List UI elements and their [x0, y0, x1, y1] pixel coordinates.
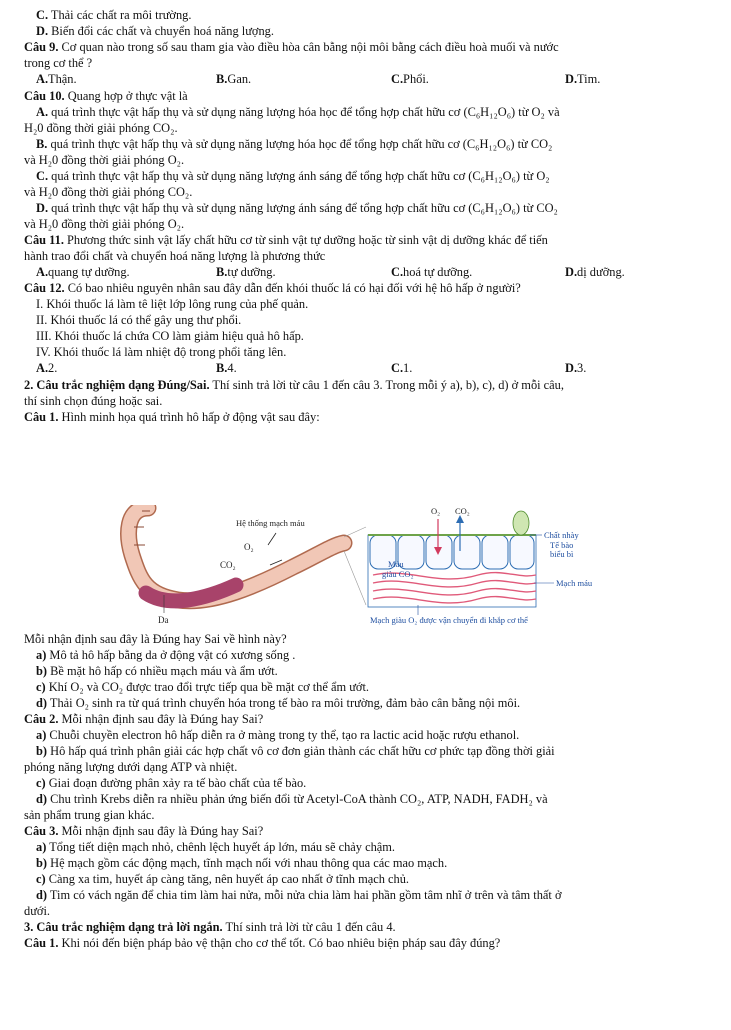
tf1-a: a) Mô tả hô hấp bằng da ở động vật có xương sống .: [36, 648, 296, 662]
q12-statement-1: I. Khói thuốc lá làm tê liệt lớp lông rung của phế quản.: [36, 297, 309, 311]
zoom-line: [344, 551, 366, 605]
label-giau-co2: giàu CO₂: [382, 569, 414, 579]
arrow-co2-up-head: [456, 515, 464, 523]
q12-statement-2: II. Khói thuốc lá có thể gây ung thư phổi.: [36, 313, 242, 327]
question-11-cont: hành trao đổi chất và chuyển hoá năng lượng là phương thức: [24, 249, 326, 263]
question-9: Câu 9. Cơ quan nào trong số sau tham gia vào điều hòa cân bằng nội môi bằng cách điều hoà muối và nước: [24, 40, 559, 54]
tf2-c: c) Giai đoạn đường phân xảy ra tế bào chất của tế bào.: [36, 776, 307, 790]
epidermal-cell: [510, 535, 534, 569]
tf3-d: d) Tim có vách ngăn để chia tim làm hai nửa, mỗi nửa chia làm hai phần gồm tâm nhĩ ở trên và tâm thất ở: [36, 888, 562, 902]
label-o2-top: O₂: [431, 506, 441, 516]
q10-option-a-cont: H₂0 đồng thời giải phóng CO₂.: [24, 121, 178, 135]
tf3-b: b) Hệ mạch gồm các động mạch, tĩnh mạch nối với nhau thông qua các mao mạch.: [36, 856, 448, 870]
q8-option-d: D. Biến đổi các chất và chuyển hoá năng lượng.: [36, 24, 274, 38]
tf2-b-cont: phóng năng lượng dưới dạng ATP và nhiệt.: [24, 760, 238, 774]
question-10: Câu 10. Quang hợp ở thực vật là: [24, 89, 188, 103]
section-3-heading: 3. Câu trắc nghiệm dạng trả lời ngắn. Thí sinh trả lời từ câu 1 đến câu 4.: [24, 920, 396, 934]
q10-option-b: B. quá trình thực vật hấp thụ và sử dụng năng lượng hóa học để tổng hợp chất hữu cơ (C₆H₁₂O₆) từ CO₂: [36, 137, 553, 151]
question-12-options: A. 2. B. 4. C. 1. D. 3.: [36, 361, 587, 375]
q10-option-d: D. quá trình thực vật hấp thụ và sử dụng năng lượng ánh sáng để tổng hợp chất hữu cơ (C₆H₁₂O₆) từ CO₂: [36, 201, 558, 215]
tf-question-2: Câu 2. Mỗi nhận định sau đây là Đúng hay Sai?: [24, 712, 264, 726]
section-2-heading: 2. Câu trắc nghiệm dạng Đúng/Sai. Thí sinh trả lời từ câu 1 đến câu 3. Trong mỗi ý a), b), c), d) ở mỗi câu,: [24, 378, 564, 392]
tf-question-1: Câu 1. Hình minh họa quá trình hô hấp ở động vật sau đây:: [24, 410, 320, 424]
label-co2-top: CO₂: [455, 506, 470, 516]
tf2-a: a) Chuỗi chuyền electron hô hấp diễn ra ở màng trong ty thể, tạo ra lactic acid hoặc rượu ethanol.: [36, 728, 520, 742]
tf1-c: c) Khí O₂ và CO₂ được trao đổi trực tiếp qua bề mặt cơ thể ẩm ướt.: [36, 680, 370, 694]
label-da: Da: [158, 615, 169, 625]
q8-option-c: C. Thải các chất ra môi trường.: [36, 8, 192, 22]
tf3-c: c) Càng xa tim, huyết áp càng tăng, nên huyết áp cao nhất ở tĩnh mạch chủ.: [36, 872, 410, 886]
q10-option-d-cont: và H₂0 đồng thời giải phóng O₂.: [24, 217, 185, 231]
q12-statement-3: III. Khói thuốc lá chứa CO làm giảm hiệu quả hô hấp.: [36, 329, 304, 343]
label-mach-mau: Mạch máu: [556, 578, 593, 588]
question-9-options: A. Thận. B. Gan. C. Phổi. D. Tim.: [36, 72, 601, 86]
question-11: Câu 11. Phương thức sinh vật lấy chất hữu cơ từ sinh vật tự dưỡng hoặc từ sinh vật dị dưỡng khác để tiến: [24, 233, 548, 247]
label-bieu-bi: biểu bì: [550, 549, 574, 559]
label-te-bao: Tế bào: [550, 540, 574, 550]
label-he-thong-mach-mau: Hệ thống mạch máu: [236, 518, 305, 528]
q10-option-b-cont: và H₂0 đồng thời giải phóng O₂.: [24, 153, 185, 167]
tf2-d-cont: sản phẩm trung gian khác.: [24, 808, 155, 822]
short-answer-question-1: Câu 1. Khi nói đến biện pháp bảo vệ thận cho cơ thể tốt. Có bao nhiêu biện pháp sau đây đúng?: [24, 936, 501, 950]
tf-question-3: Câu 3. Mỗi nhận định sau đây là Đúng hay Sai?: [24, 824, 264, 838]
q10-option-a: A. quá trình thực vật hấp thụ và sử dụng năng lượng hóa học để tổng hợp chất hữu cơ (C₆H₁₂O₆) từ O₂ và: [36, 105, 560, 119]
label-chat-nhay: Chất nhày: [544, 530, 579, 540]
label-mach-giau-o2: Mạch giàu O₂ được vận chuyển đi khắp cơ thể: [370, 615, 528, 625]
question-11-options: A. quang tự dưỡng. B. tự dưỡng. C. hoá tự dưỡng. D. dị dưỡng.: [36, 265, 625, 279]
q12-statement-4: IV. Khói thuốc lá làm nhiệt độ trong phổi tăng lên.: [36, 345, 287, 359]
label-o2-left: O₂: [244, 542, 254, 552]
tf1-d: d) Thải O₂ sinh ra từ quá trình chuyển hóa trong tế bào ra môi trường, đảm bảo cân bằng nội môi.: [36, 696, 521, 710]
tf2-b: b) Hô hấp quá trình phân giải các hợp chất vô cơ đơn giản thành các chất hữu cơ phức tạp đồng thời giải: [36, 744, 555, 758]
tf3-d-cont: dưới.: [24, 904, 51, 918]
label-mau: Máu: [388, 559, 404, 569]
zoom-line: [344, 527, 366, 537]
tf-question-1-prompt: Mỗi nhận định sau đây là Đúng hay Sai về hình này?: [24, 632, 287, 646]
respiration-figure: [118, 505, 598, 625]
tf1-b: b) Bề mặt hô hấp có nhiều mạch máu và ẩm ướt.: [36, 664, 278, 678]
question-9-cont: trong cơ thể ?: [24, 56, 93, 70]
section-2-heading-cont: thí sinh chọn đúng hoặc sai.: [24, 394, 163, 408]
question-12: Câu 12. Có bao nhiêu nguyên nhân sau đây dẫn đến khói thuốc lá có hại đối với hệ hô hấp ở người?: [24, 281, 521, 295]
mucus-cell: [513, 511, 529, 535]
arrow-o2-in: [268, 533, 276, 545]
tf2-d: d) Chu trình Krebs diễn ra nhiều phản ứng biến đổi từ Acetyl-CoA thành CO₂, ATP, NADH, FADH₂ và: [36, 792, 548, 806]
q10-option-c-cont: và H₂0 đồng thời giải phóng CO₂.: [24, 185, 193, 199]
epidermal-cell: [482, 535, 508, 569]
tf3-a: a) Tổng tiết diện mạch nhỏ, chênh lệch huyết áp lớn, máu sẽ chảy chậm.: [36, 840, 396, 854]
epidermal-cell: [454, 535, 480, 569]
label-co2-left: CO₂: [220, 560, 236, 570]
q10-option-c: C. quá trình thực vật hấp thụ và sử dụng năng lượng ánh sáng để tổng hợp chất hữu cơ (C₆H₁₂O₆) từ O₂: [36, 169, 550, 183]
